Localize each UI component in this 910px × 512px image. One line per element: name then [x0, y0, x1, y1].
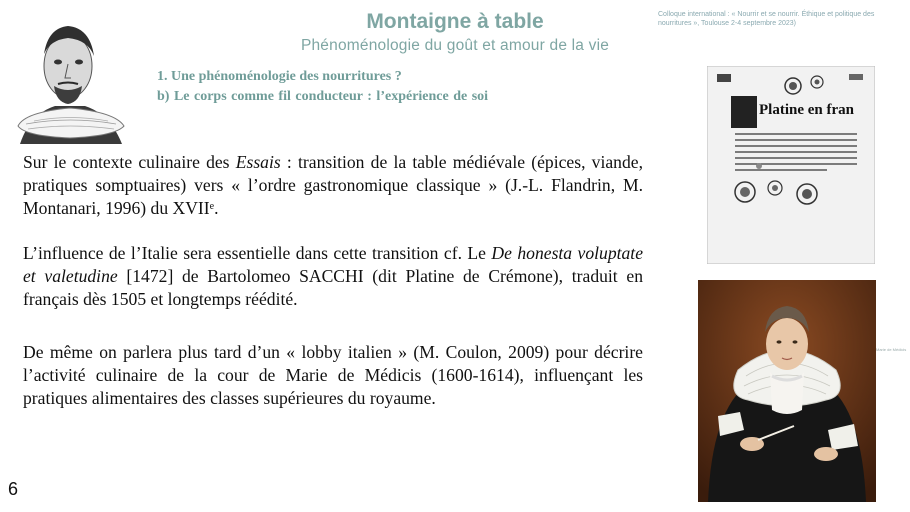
book-heading: Platine en fran	[759, 102, 854, 118]
paragraph-3: De même on parlera plus tard d’un « lobby italien » (M. Coulon, 2009) pour décrire l’activité culinaire de la cour de Marie de Médicis (1600-1614), influençant les pratiques alimentaires des classes supérieures du royaume.	[23, 342, 643, 408]
book-page-image	[707, 66, 875, 264]
paragraph-1: Sur le contexte culinaire des Essais : transition de la table médiévale (épices, viande, pratiques somptuaires) vers « l’ordre gastronomique classique » (J.-L. Flandrin, M. Montanari, 1996) du XVIIe.	[23, 152, 643, 218]
outline-item-2: b) Le corps comme fil conducteur : l’expérience de soi	[157, 89, 489, 104]
slide-subtitle: Phénoménologie du goût et amour de la vie	[300, 37, 610, 54]
slide-number: 6	[8, 479, 19, 499]
montaigne-portrait	[0, 4, 140, 144]
outline-item-1: 1. Une phénoménologie des nourritures ?	[157, 69, 402, 84]
paragraph-2: L’influence de l’Italie sera essentielle dans cette transition cf. Le De honesta voluptate et valetudine [1472] de Bartolomeo SACCHI (dit Platine de Crémone), traduit en français dès 1505 et longtemps réédité.	[23, 243, 644, 309]
painting-caption: Marie de Médicis	[876, 347, 907, 352]
conference-note: Colloque international : « Nourrir et se nourrir. Éthique et politique des nourritures », Toulouse 2-4 septembre 2023)	[658, 11, 875, 27]
slide-title: Montaigne à table	[366, 10, 544, 33]
marie-de-medicis-painting	[698, 280, 876, 502]
